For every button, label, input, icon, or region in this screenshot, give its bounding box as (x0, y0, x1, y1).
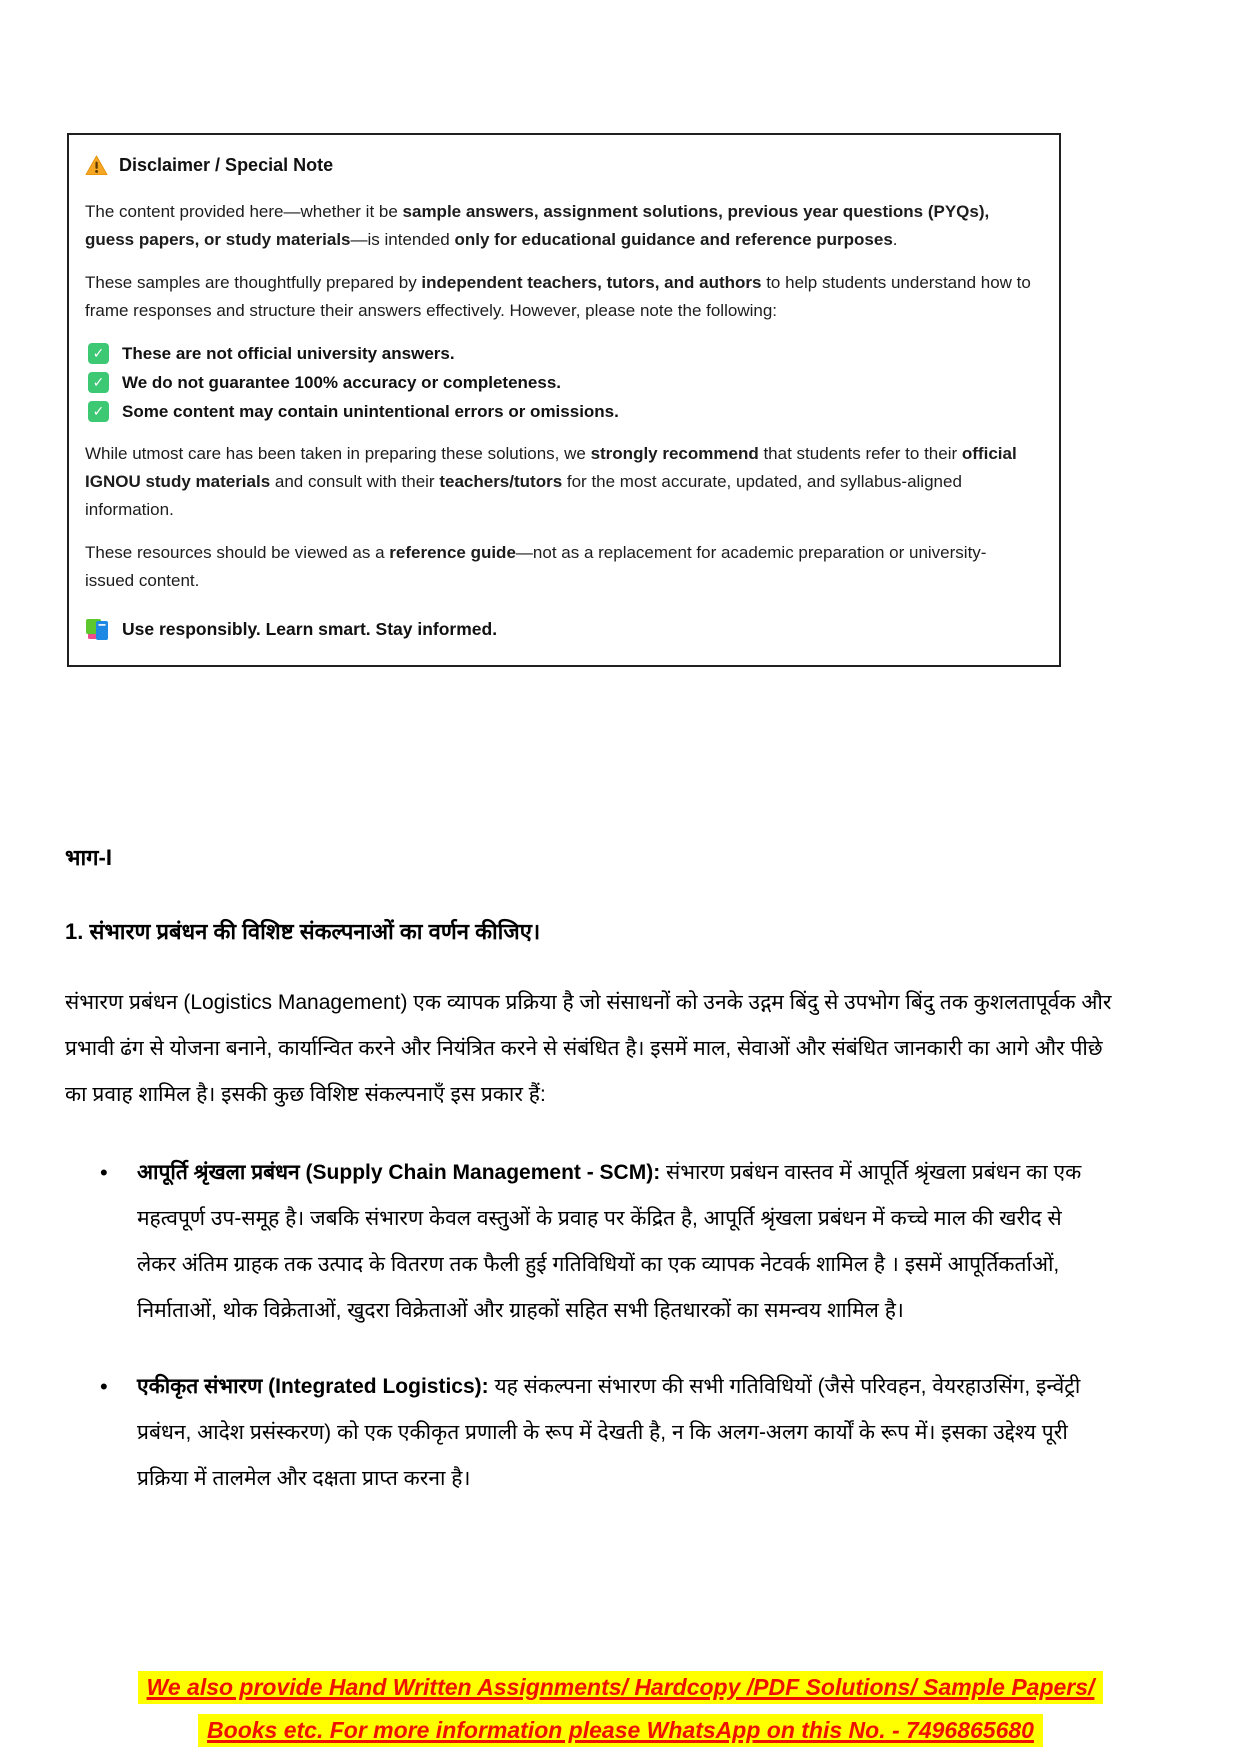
bullet-item-integrated-logistics (137, 1364, 1119, 1502)
disclaimer-title-row (85, 155, 1035, 176)
warning-icon (85, 155, 108, 176)
bullet-item-scm (137, 1150, 1119, 1334)
disclaimer-paragraph-1: The content provided here—whether it be sample answers, assignment solutions, previous year questions (PYQs), guess papers, or study materials—is intended only for educational guidance and reference purposes. (85, 202, 990, 249)
check-icon: ✓ (88, 343, 109, 364)
checklist-item-text: Some content may contain unintentional errors or omissions. (122, 401, 619, 421)
concepts-list (65, 1150, 1119, 1502)
intro-paragraph: संभारण प्रबंधन (Logistics Management) एक व्यापक प्रक्रिया है जो संसाधनों को उनके उद्गम बिंदु से उपभोग बिंदु तक कुशलतापूर्वक और प्रभावी ढंग से योजना बनाने, कार्यान्वित करने और नियंत्रित करने से संबंधित है। इसमें माल, सेवाओं और संबंधित जानकारी का आगे और पीछे का प्रवाह शामिल है। इसकी कुछ विशिष्ट संकल्पनाएँ इस प्रकार हैं: (65, 991, 1112, 1106)
disclaimer-paragraph-4: These resources should be viewed as a reference guide—not as a replacement for academic preparation or university-issued content. (85, 543, 987, 590)
disclaimer-title: Disclaimer / Special Note (119, 155, 334, 175)
bullet-lead: आपूर्ति श्रृंखला प्रबंधन (Supply Chain Management - SCM): (137, 1161, 661, 1184)
disclaimer-paragraph-3: While utmost care has been taken in preparing these solutions, we strongly recommend that students refer to their official IGNOU study materials and consult with their teachers/tutors for the most accurate, updated, and syllabus-aligned information. (85, 444, 1017, 519)
bullet-body: संभारण प्रबंधन वास्तव में आपूर्ति श्रृंखला प्रबंधन का एक महत्वपूर्ण उप-समूह है। जबकि संभारण केवल वस्तुओं के प्रवाह पर केंद्रित है, आपूर्ति श्रृंखला प्रबंधन में कच्चे माल की खरीद से लेकर अंतिम ग्राहक तक उत्पाद के वितरण तक फैली हुई गतिविधियों का एक व्यापक नेटवर्क शामिल है । इसमें आपूर्तिकर्ताओं, निर्माताओं, थोक विक्रेताओं, खुदरा विक्रेताओं और ग्राहकों सहित सभी हितधारकों का समन्वय शामिल है। (137, 1161, 1082, 1322)
disclaimer-box (67, 133, 1061, 667)
question-heading: 1. संभारण प्रबंधन की विशिष्ट संकल्पनाओं का वर्णन कीजिए। (65, 919, 541, 944)
promo-line-2: Books etc. For more information please WhatsApp on this No. - 7496865680 (0, 1709, 1241, 1751)
check-icon: ✓ (88, 401, 109, 422)
checklist-item-text: These are not official university answers. (122, 343, 455, 363)
answer-content (65, 842, 1119, 1532)
section-heading: भाग-I (65, 845, 112, 870)
checklist-item-text: We do not guarantee 100% accuracy or completeness. (122, 372, 562, 392)
disclaimer-checklist (88, 343, 1035, 422)
checklist-item (88, 372, 1035, 393)
bullet-lead: एकीकृत संभारण (Integrated Logistics): (137, 1375, 489, 1398)
checklist-item (88, 343, 1035, 364)
check-icon: ✓ (88, 372, 109, 393)
promo-line-1: We also provide Hand Written Assignments/ Hardcopy /PDF Solutions/ Sample Papers/ (0, 1666, 1241, 1708)
bullet-body: यह संकल्पना संभारण की सभी गतिविधियों (जैसे परिवहन, वेयरहाउसिंग, इन्वेंट्री प्रबंधन, आदेश प्रसंस्करण) को एक एकीकृत प्रणाली के रूप में देखती है, न कि अलग-अलग कार्यों के रूप में। इसका उद्देश्य पूरी प्रक्रिया में तालमेल और दक्षता प्राप्त करना है। (137, 1375, 1081, 1490)
use-responsibly-row (85, 617, 1035, 641)
checklist-item (88, 401, 1035, 422)
disclaimer-paragraph-2: These samples are thoughtfully prepared by independent teachers, tutors, and authors to help students understand how to frame responses and structure their answers effectively. However, please note the following: (85, 273, 1031, 320)
use-responsibly-text: Use responsibly. Learn smart. Stay informed. (122, 618, 498, 639)
promo-footer (0, 1666, 1241, 1752)
books-icon (85, 617, 111, 641)
